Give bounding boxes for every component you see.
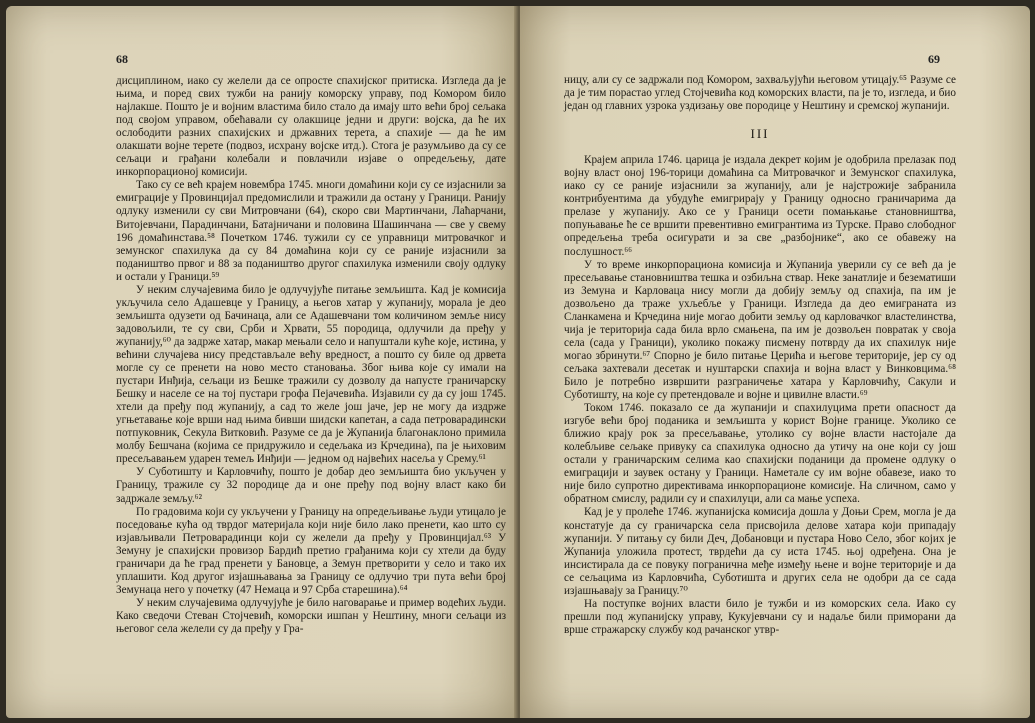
paragraph: У неким случајевима одлучујуће је било наговарање и пример водећих људи. Како сведочи Стеван Стојчевић, коморски ишпан у Нештину, многи сељаци из његовог села желели су да пређу у Гра- <box>116 596 506 635</box>
paragraph: Тако су се већ крајем новембра 1745. многи домаћини који су се изјаснили за емиграције у Провинцијал предомислили и тражили да остану у Граници. Ранију одлуку изменили су сви Митровчани (64), скоро сви Мартинчани, Лаћарчани, Витојевчани, Парадинчани, Батајничани и половина Шашинчана — све у свему 196 домаћинстава.⁵⁸ Почетком 1746. тужили су се управници митровачког и земунског спахилука да су 84 домаћина који су се раније изјаснили за подаништво првог и 88 за подаништво другог спахилука изменили своју одлуку и остали у Граници.⁵⁹ <box>116 179 506 283</box>
paragraph: Кад је у пролеће 1746. жупанијска комисија дошла у Доњи Срем, могла је да констатује да су граничарска села присвојила деловe хатара који припадају жупанији. У питању су били Деч, Добановци и пустара Ново Село, због којих је Жупанија уложила протест, тврдећи да су иста 1745. њој одређена. Она је инсистирала да се повуку погранична међе између њене и војне територије и да се сељацима из Карловчића, Суботишта и других села не одобри да се сада изјашњавају за Границу.⁷⁰ <box>564 506 956 597</box>
paragraph: Током 1746. показало се да жупанији и спахилуцима прети опасност да изгубе већи број поданика и земљишта у корист Војне границе. Уколико се ближио крају рок за пресељавање, утолико су војне власти настојале да колебљиве сељаке привуку са спахилука односно да утичу на оне који су још остали у граничарским селима као спахијски поданици да промене одлуку о емиграцији и заувек остану у Граници. Наметале су им војне обавезе, иако то није било супротно директивама инкорпорационе комисије. На сличном, само у обратном смислу, радили су и спахилуци, али са мање успеха. <box>564 402 956 506</box>
right-page <box>520 6 1030 718</box>
page-number: 68 <box>116 52 128 66</box>
left-page <box>6 6 518 718</box>
page-body <box>116 75 506 636</box>
section-heading: III <box>750 126 770 142</box>
paragraph: У Суботишту и Карловчићу, пошто је добар део земљишта био укључен у Границу, тражиле су 32 породице да и оне пређу под војну власт како би задржале земљу.⁶² <box>116 466 506 505</box>
paragraph: дисциплином, иако су желели да се опросте спахијског притиска. Изгледа да је њима, и поред свих тужби на ранију коморску управу, под Комором било најлакше. Пошто је и војним властима било стало да имају што већи број сељака под својом управом, обећавали су олакшице једни и други: војска, да ће их ослободити разних спахијских и државних терета, а спахије — да ће им олакшати војне терете (подвоз, исхрану војске итд.). Стога је разумљиво да су се сељаци и грађани колебали и повлачили изјаве о опредељењу, дате инкорпорационој комисији. <box>116 75 506 179</box>
paragraph: По градовима који су укључени у Границу на опредељивање људи утицало је поседовање кућа од тврдог материјала који није било лако пренети, као што су изјављивали Петроварадинци који су желели да пређу у Провинцијал.⁶³ У Земуну је спахијски провизор Бардић претио грађанима који су хтели да буду граничари да ће град пренети у Бановце, а Земун претворити у село и тако их уплашити. Код другог изјашњавања за Границу се одлучио три пута већи број Земунаца него у почетку (47 Немаца и 97 Срба старешина).⁶⁴ <box>116 505 506 596</box>
paragraph: Крајем априла 1746. царица је издала декрет којим је одобрила прелазак под војну власт оној 196-торици домаћина са Митровачког и Земунског спахилука, иако су се раније изјаснили за жупанију, али је најстрожије забранила контрибуентима да убудуће емигрирају у Границу односно граничарима да прелазе у жупанију. Ако се у Граници осети помањкање становништва, попуњавање ће се вршити превентивно емигрантима из Турске. Право слободног опредељења треба осигурати и за све „разбојнике“, ако се обавежу на послушност.⁶⁶ <box>564 154 956 258</box>
paragraph: ницу, али су се задржали под Комором, захваљујући његовом утицају.⁶⁵ Разуме се да је тим порастао углед Стојчевића код коморских власти, па је то, изгледа, и био један од главних узрока уздизању ове породице у Нештину и сремској жупанији. <box>564 74 956 113</box>
paragraph: У то време инкорпорациона комисија и Жупанија уверили су се већ да је пресељавање становништва тешка и озбиљна ствар. Неке занатлије и безематиши из Земуна и Карловаца нису могли да добију земљу од спахија, па им је дозвољено да траже ухљебље у Граници. Изгледа да део емиграната из Сланкамена и Крчедина није могао добити земљу од карловачког властелинства, чија је територија сада била врло смањена, па им је дозвољен повратак у своја села (сада у Граници), уколико покажу писмену потврду да их спахилук није могао збринути.⁶⁷ Спорно је било питање Церића и његове територије, јер су од сељака захтевали десетак и нуштарски спахија и војна власт у Винковцима.⁶⁸ Било је потребно извршити разграничење хатара у Карловчићу, Сакули и Суботишту, на које су претендовале и војне и цивилне власти.⁶⁹ <box>564 258 956 402</box>
paragraph: У неким случајевима било је одлучујуће питање земљишта. Кад је комисија укључила село Адашевце у Границу, а његов хатар у жупанију, морала је део земљишта одузети од Бачинаца, али се Адашевчани том количином земље нису задовољили, те су сви, Срби и Хрвати, 55 породица, одлучили да пређу у жупанију,⁶⁰ да задрже хатар, макар мењали село и напуштали куће које, истина, у већини случајева нису представљале већу вредност, а пошто су биле од дрвета могле су се пренети на ново место становања. Због њива које су имали на пустари Инђија, сељаци из Бешке тражили су дозволу да напусте граничарску Бешку и населе се на тој пустари грофа Пејачевића. Изјавили су да су још 1745. хтели да пређу под жупанију, а сад то желе још јаче, јер не могу да издрже угњетавање које врши над њима бивши шидски капетан, а сада петроварадински потпуковник, Секула Витковић. Разуме се да је Жупанија благонаклоно примила молбу Бешчана (којима се придружило и седељака из Крчедина), па је њиховим пресељавањем ударен темељ Инђији — једном од највећих насеља у Срему.⁶¹ <box>116 283 506 466</box>
paragraph: На поступке војних власти било је тужби и из коморских села. Иако су прешли под жупанијску управу, Кукујевчани су и надаље били примoрани да врше стражарску службу код рачанског утвр- <box>564 597 956 636</box>
page-number: 69 <box>928 52 940 66</box>
page-body <box>564 74 956 637</box>
